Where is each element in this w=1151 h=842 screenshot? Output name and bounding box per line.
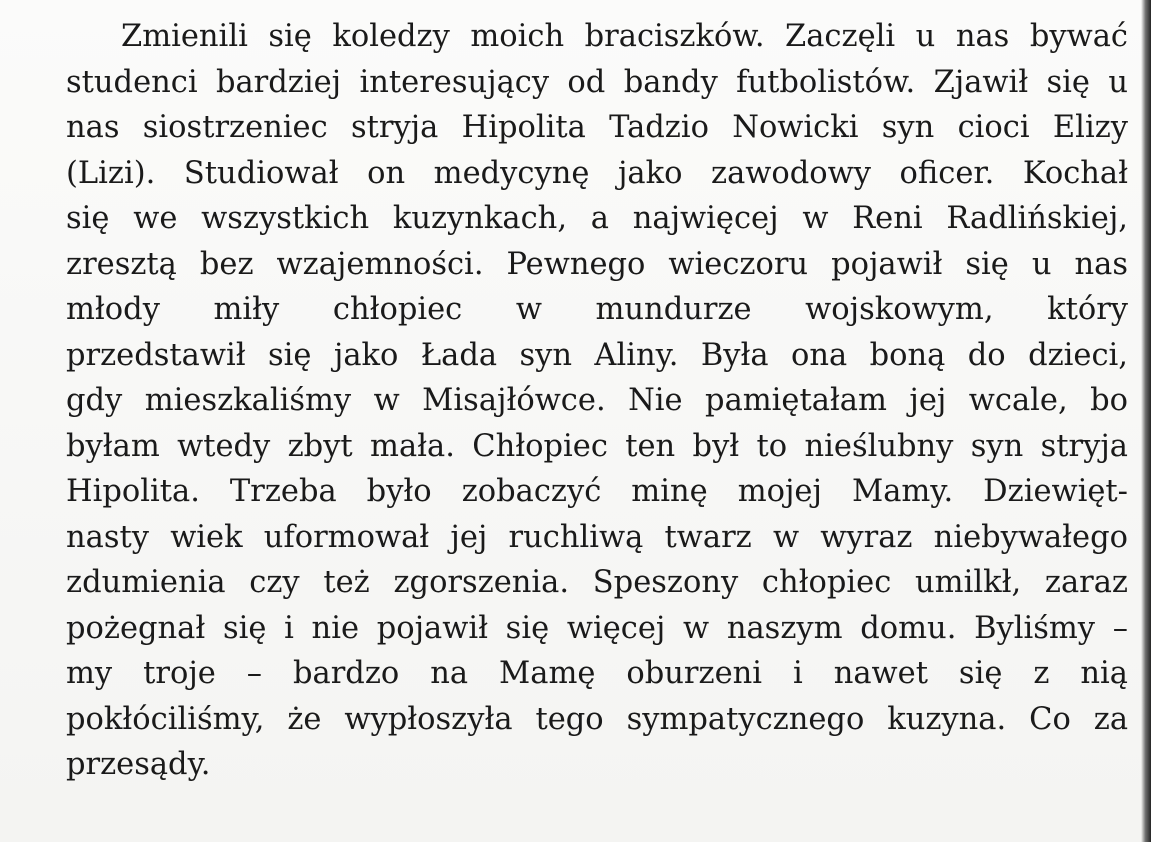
page-edge-shadow — [1141, 0, 1151, 842]
text-line: nas siostrzeniec stryja Hipolita Tadzio Nowicki syn cioci Elizy — [66, 110, 1128, 145]
text-line: młody miły chłopiec w mundurze wojskowym, który — [66, 292, 1128, 327]
text-line: pożegnał się i nie pojawił się więcej w naszym domu. Byliśmy – — [66, 610, 1128, 646]
text-line: się we wszystkich kuzynkach, a najwięcej w Reni Radlińskiej, — [66, 201, 1128, 236]
text-line: pokłóciliśmy, że wypłoszyła tego sympatycznego kuzyna. Co za — [66, 701, 1128, 737]
text-line: gdy mieszkaliśmy w Misajłówce. Nie pamiętałam jej wcale, bo — [66, 383, 1128, 418]
text-line: Zmienili się koledzy moich braciszków. Zaczęli u nas bywać — [121, 19, 1128, 54]
paragraph — [66, 14, 1128, 788]
text-line: my troje – bardzo na Mamę oburzeni i nawet się z nią — [66, 656, 1128, 691]
text-line: studenci bardziej interesujący od bandy futbolistów. Zjawił się u — [66, 64, 1128, 100]
text-line: zresztą bez wzajemności. Pewnego wieczoru pojawił się u nas — [66, 246, 1128, 282]
text-line: (Lizi). Studiował on medycynę jako zawodowy oficer. Kochał — [66, 155, 1128, 191]
text-line: byłam wtedy zbyt mała. Chłopiec ten był to nieślubny syn stryja — [66, 428, 1128, 464]
text-line: przedstawił się jako Łada syn Aliny. Była ona boną do dzieci, — [66, 337, 1128, 373]
text-line: przesądy. — [66, 747, 211, 782]
text-line: nasty wiek uformował jej ruchliwą twarz w wyraz niebywałego — [66, 519, 1128, 555]
text-line: Hipolita. Trzeba było zobaczyć minę mojej Mamy. Dziewięt- — [66, 474, 1128, 509]
text-line: zdumienia czy też zgorszenia. Speszony chłopiec umilkł, zaraz — [66, 565, 1128, 600]
